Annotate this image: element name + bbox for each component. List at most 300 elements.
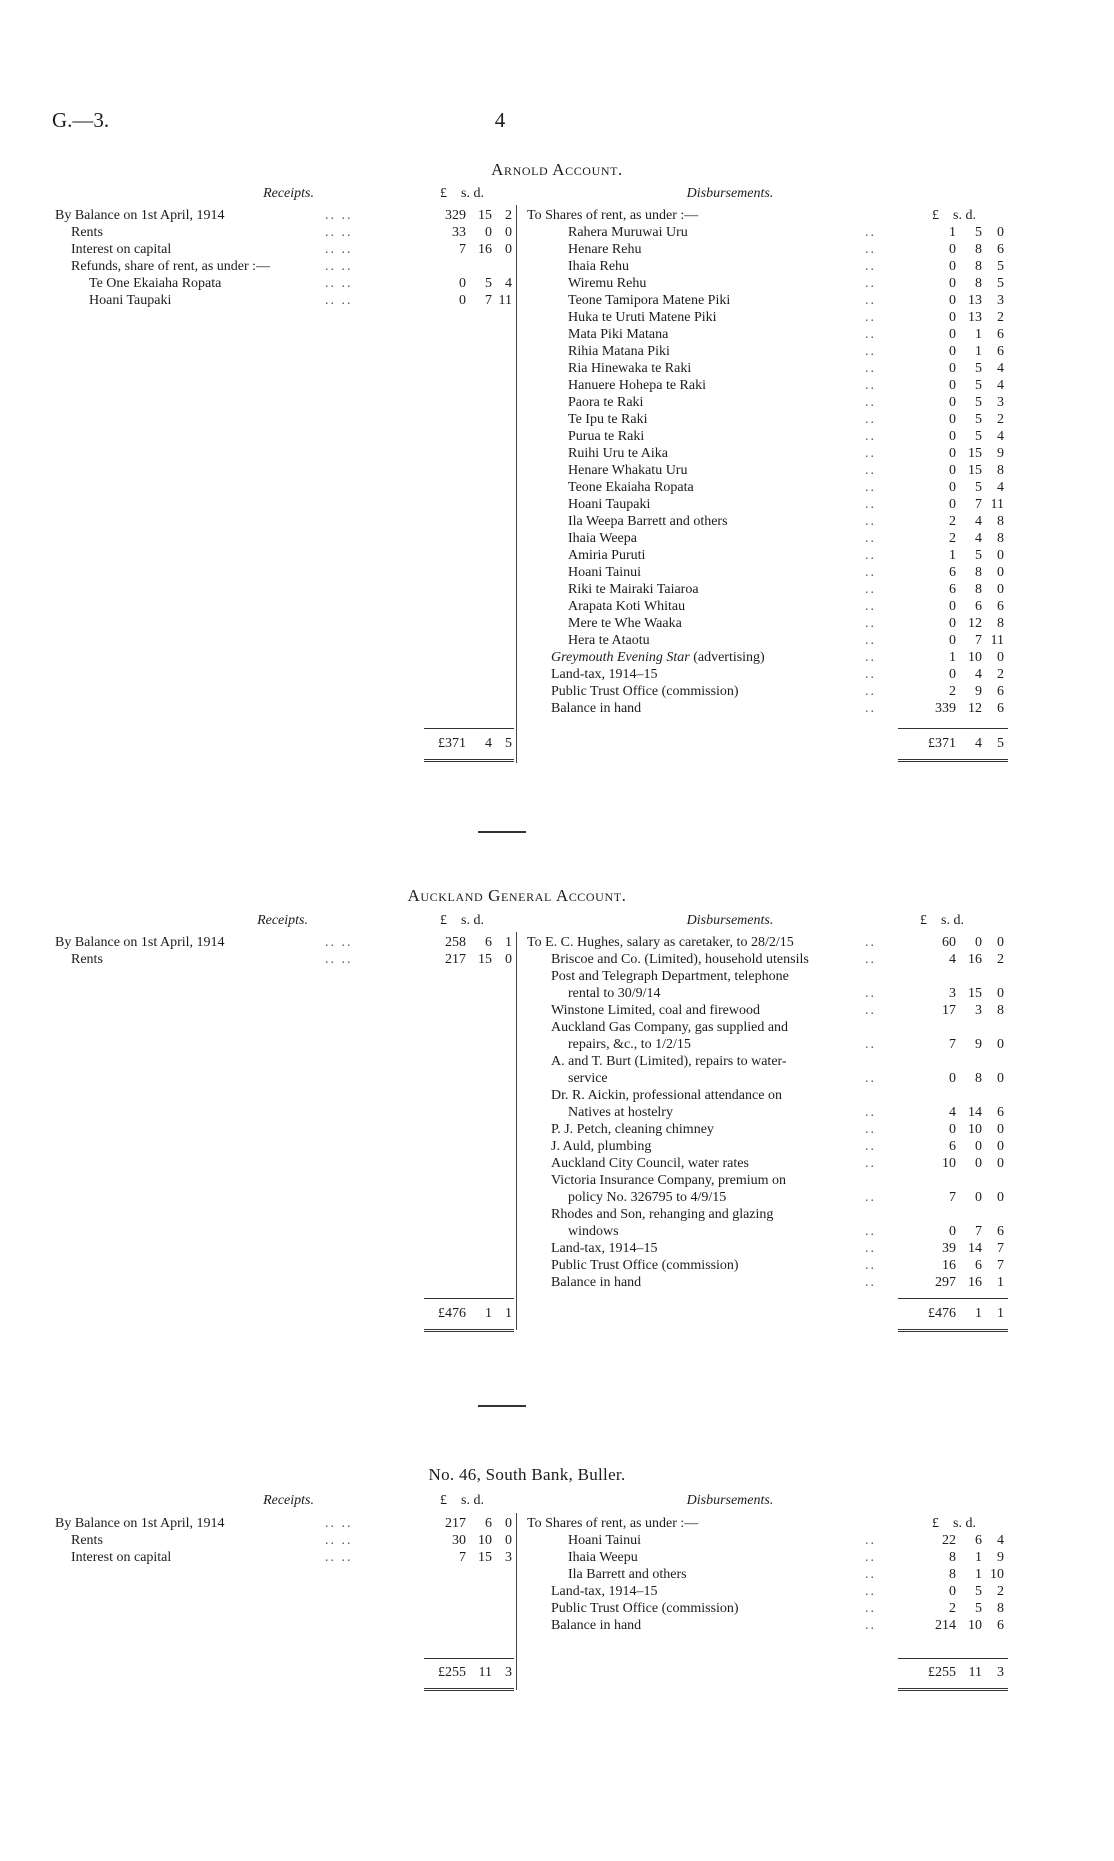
amount-shillings: 12 <box>968 701 982 716</box>
dot-leader: .. <box>865 1003 876 1018</box>
disb-row <box>0 394 1114 411</box>
amount-shillings: 1 <box>975 327 982 342</box>
dot-leader: .. <box>865 514 876 529</box>
dot-leader: .. <box>865 1275 876 1290</box>
arnold-receipts-header: Receipts. <box>263 186 314 201</box>
disb-row <box>0 666 1114 683</box>
disb-label: Public Trust Office (commission) <box>551 1258 739 1273</box>
disb-label: Winstone Limited, coal and firewood <box>551 1003 760 1018</box>
disb-row <box>0 360 1114 377</box>
dot-leader: .. <box>865 701 876 716</box>
dot-leader: .. <box>865 952 876 967</box>
disb-row-cont <box>0 1189 1114 1206</box>
arnold-disb-lsd: £ s. d. <box>932 208 976 223</box>
amount-shillings: 5 <box>975 361 982 376</box>
amount-shillings: 5 <box>975 412 982 427</box>
amount-pence: 4 <box>997 378 1004 393</box>
disb-row <box>0 445 1114 462</box>
receipt-label: Rents <box>71 952 103 967</box>
auckland-receipts-header: Receipts. <box>257 913 308 928</box>
amount-pence: 7 <box>997 1241 1004 1256</box>
amount-pence: 0 <box>997 1156 1004 1171</box>
amount-pounds: 2 <box>949 1601 956 1616</box>
amount-pounds: 258 <box>445 935 466 950</box>
disb-label: Rihia Matana Piki <box>568 344 670 359</box>
amount-shillings: 16 <box>968 952 982 967</box>
dot-leader: .. <box>865 1550 876 1565</box>
dot-leader: .. .. <box>325 293 353 308</box>
disb-row <box>0 377 1114 394</box>
amount-pounds: 0 <box>949 293 956 308</box>
disb-row <box>0 1087 1114 1104</box>
amount-pence: 6 <box>997 1618 1004 1633</box>
dot-leader: .. <box>865 667 876 682</box>
amount-shillings: 1 <box>975 344 982 359</box>
amount-shillings: 8 <box>975 242 982 257</box>
disb-row <box>0 564 1114 581</box>
disb-label: Auckland Gas Company, gas supplied and <box>551 1020 789 1035</box>
dot-leader: .. <box>865 412 876 427</box>
disb-row <box>0 496 1114 513</box>
amount-pence: 2 <box>997 952 1004 967</box>
amount-pence: 0 <box>997 582 1004 597</box>
amount-pounds: 10 <box>942 1156 956 1171</box>
amount-pounds: 0 <box>949 446 956 461</box>
amount-pounds: 0 <box>949 599 956 614</box>
amount-shillings: 8 <box>975 582 982 597</box>
disb-row <box>0 1172 1114 1189</box>
disb-row-cont <box>0 1036 1114 1053</box>
amount-pence: 8 <box>997 1003 1004 1018</box>
dot-leader: .. <box>865 497 876 512</box>
disb-row <box>0 1549 1114 1566</box>
dot-leader: .. <box>865 1601 876 1616</box>
dot-leader: .. <box>865 276 876 291</box>
auckland-disbursements <box>0 934 1114 1291</box>
disb-label: A. and T. Burt (Limited), repairs to water- <box>551 1054 787 1069</box>
amount-pounds: 217 <box>445 952 466 967</box>
amount-shillings: 0 <box>975 1156 982 1171</box>
amount-pence: 0 <box>997 1190 1004 1205</box>
amount-pence: 0 <box>997 1139 1004 1154</box>
disb-row <box>0 1138 1114 1155</box>
amount-shillings: 0 <box>975 935 982 950</box>
amount-pounds: 6 <box>949 582 956 597</box>
disb-row <box>0 632 1114 649</box>
amount-pence: 2 <box>997 667 1004 682</box>
disb-row <box>0 309 1114 326</box>
amount-shillings: 5 <box>975 548 982 563</box>
amount-pence: 8 <box>997 514 1004 529</box>
amount-pence: 0 <box>997 1037 1004 1052</box>
amount-pounds: 0 <box>459 276 466 291</box>
dot-leader: .. <box>865 361 876 376</box>
arnold-disb-header: Disbursements. <box>686 186 774 201</box>
amount-pence: 4 <box>997 1533 1004 1548</box>
southbank-receipts-total: £255 11 3 <box>438 1665 512 1680</box>
disb-row <box>0 513 1114 530</box>
dot-leader: .. <box>865 1567 876 1582</box>
disb-row <box>0 700 1114 717</box>
disb-row <box>0 1600 1114 1617</box>
disb-label: Land-tax, 1914–15 <box>551 1584 658 1599</box>
auckland-disb-header: Disbursements. <box>686 913 774 928</box>
amount-pounds: 0 <box>949 361 956 376</box>
dot-leader: .. <box>865 310 876 325</box>
amount-shillings: 6 <box>975 599 982 614</box>
amount-shillings: 4 <box>975 514 982 529</box>
amount-shillings: 1 <box>975 1567 982 1582</box>
disb-label: Teone Ekaiaha Ropata <box>568 480 694 495</box>
amount-shillings: 10 <box>968 1618 982 1633</box>
disb-label: Ruihi Uru te Aika <box>568 446 668 461</box>
amount-shillings: 10 <box>968 1122 982 1137</box>
dot-leader: .. .. <box>325 276 353 291</box>
disb-label: Rahera Muruwai Uru <box>568 225 688 240</box>
arnold-receipts-rule <box>424 728 514 729</box>
amount-shillings: 15 <box>968 986 982 1001</box>
dot-leader: .. <box>865 1241 876 1256</box>
amount-pence: 0 <box>997 935 1004 950</box>
amount-pounds: 0 <box>949 259 956 274</box>
arnold-disb-double-rule <box>898 759 1008 762</box>
amount-pence: 0 <box>997 1122 1004 1137</box>
amount-pounds: 8 <box>949 1550 956 1565</box>
disb-label: Ihaia Weepu <box>568 1550 638 1565</box>
disb-row <box>0 1566 1114 1583</box>
disb-row <box>0 1274 1114 1291</box>
receipt-label: Rents <box>71 1533 103 1548</box>
southbank-disb-lsd: £ s. d. <box>932 1516 976 1531</box>
dot-leader: .. <box>865 259 876 274</box>
disb-row <box>0 683 1114 700</box>
amount-shillings: 15 <box>478 1550 492 1565</box>
amount-shillings: 8 <box>975 1071 982 1086</box>
amount-shillings: 0 <box>975 1139 982 1154</box>
amount-pounds: 0 <box>949 310 956 325</box>
amount-pounds: 2 <box>949 531 956 546</box>
amount-pounds: 0 <box>949 480 956 495</box>
dot-leader: .. .. <box>325 225 353 240</box>
amount-shillings: 3 <box>975 1003 982 1018</box>
disb-label: Teone Tamipora Matene Piki <box>568 293 731 308</box>
amount-pence: 0 <box>997 565 1004 580</box>
arnold-disbursements <box>0 207 1114 717</box>
disb-row-cont <box>0 1104 1114 1121</box>
amount-pounds: 39 <box>942 1241 956 1256</box>
amount-pence: 6 <box>997 684 1004 699</box>
dot-leader: .. <box>865 616 876 631</box>
dot-leader: .. <box>865 344 876 359</box>
amount-pence: 11 <box>990 633 1004 648</box>
dot-leader: .. <box>865 293 876 308</box>
disb-label: To E. C. Hughes, salary as caretaker, to 28/2/15 <box>527 935 794 950</box>
amount-pounds: 0 <box>949 327 956 342</box>
amount-shillings: 6 <box>975 1533 982 1548</box>
auckland-receipts-double-rule <box>424 1329 514 1332</box>
disb-row <box>0 951 1114 968</box>
disb-label: Victoria Insurance Company, premium on <box>551 1173 787 1188</box>
southbank-disbursements <box>0 1515 1114 1634</box>
amount-pounds: 0 <box>949 633 956 648</box>
amount-pence: 7 <box>997 1258 1004 1273</box>
amount-pounds: 1 <box>949 225 956 240</box>
disb-label-cont: windows <box>568 1224 619 1239</box>
dot-leader: .. <box>865 548 876 563</box>
receipt-label: Rents <box>71 225 103 240</box>
amount-pounds: 0 <box>459 293 466 308</box>
amount-shillings: 15 <box>968 446 982 461</box>
amount-pence: 0 <box>997 1071 1004 1086</box>
southbank-title: No. 46, South Bank, Buller. <box>428 1465 626 1484</box>
amount-shillings: 10 <box>968 650 982 665</box>
amount-pounds: 6 <box>949 565 956 580</box>
disb-label-cont: repairs, &c., to 1/2/15 <box>568 1037 691 1052</box>
amount-pence: 9 <box>997 1550 1004 1565</box>
arnold-receipts-lsd: £ s. d. <box>440 186 484 201</box>
section-separator <box>478 831 526 833</box>
dot-leader: .. <box>865 1190 876 1205</box>
amount-pounds: 0 <box>949 497 956 512</box>
disb-label <box>551 700 641 717</box>
disb-label-text: (advertising) <box>689 650 765 665</box>
receipt-label: By Balance on 1st April, 1914 <box>55 208 225 223</box>
disb-label: Arapata Koti Whitau <box>568 599 686 614</box>
amount-shillings: 1 <box>975 1550 982 1565</box>
amount-pounds: 7 <box>949 1037 956 1052</box>
amount-shillings: 5 <box>975 1601 982 1616</box>
amount-pounds: 0 <box>949 412 956 427</box>
disb-label: Paora te Raki <box>568 395 644 410</box>
amount-pounds: 297 <box>935 1275 956 1290</box>
disb-row <box>0 1206 1114 1223</box>
receipt-label: By Balance on 1st April, 1914 <box>55 935 225 950</box>
dot-leader: .. <box>865 1584 876 1599</box>
dot-leader: .. <box>865 1533 876 1548</box>
amount-pounds: 8 <box>949 1567 956 1582</box>
dot-leader: .. <box>865 531 876 546</box>
disb-row <box>0 649 1114 666</box>
amount-shillings: 6 <box>485 1516 492 1531</box>
disb-label: Riki te Mairaki Taiaroa <box>568 582 699 597</box>
disb-row <box>0 1240 1114 1257</box>
dot-leader: .. <box>865 446 876 461</box>
disb-row <box>0 428 1114 445</box>
amount-pence: 3 <box>997 293 1004 308</box>
amount-pounds: 0 <box>949 276 956 291</box>
disb-label: Hoani Tainui <box>568 1533 642 1548</box>
amount-shillings: 5 <box>975 429 982 444</box>
receipt-label: Refunds, share of rent, as under :— <box>71 259 271 274</box>
disb-label-cont: service <box>568 1071 608 1086</box>
disb-row <box>0 934 1114 951</box>
disb-row <box>0 1532 1114 1549</box>
amount-pounds: 7 <box>459 242 466 257</box>
amount-pence: 2 <box>505 208 512 223</box>
dot-leader: .. .. <box>325 208 353 223</box>
amount-pence: 0 <box>505 1533 512 1548</box>
dot-leader: .. <box>865 684 876 699</box>
dot-leader: .. .. <box>325 259 353 274</box>
amount-pounds: 3 <box>949 986 956 1001</box>
amount-pence: 8 <box>997 1601 1004 1616</box>
dot-leader: .. <box>865 1618 876 1633</box>
amount-pounds: 0 <box>949 616 956 631</box>
amount-pounds: 0 <box>949 429 956 444</box>
amount-shillings: 15 <box>478 952 492 967</box>
auckland-disb-lsd: £ s. d. <box>920 913 964 928</box>
amount-pence: 6 <box>997 242 1004 257</box>
disb-label: Post and Telegraph Department, telephone <box>551 969 789 984</box>
amount-pence: 6 <box>997 701 1004 716</box>
amount-pounds: 4 <box>949 952 956 967</box>
amount-shillings: 5 <box>975 378 982 393</box>
disb-row <box>0 343 1114 360</box>
amount-pence: 3 <box>505 1550 512 1565</box>
auckland-receipts-lsd: £ s. d. <box>440 913 484 928</box>
disb-label <box>551 666 658 683</box>
disb-intro-label: To Shares of rent, as under :— <box>527 208 699 223</box>
disb-label: Huka te Uruti Matene Piki <box>568 310 717 325</box>
dot-leader: .. <box>865 429 876 444</box>
disb-row <box>0 1155 1114 1172</box>
disb-label-text: Public Trust Office (commission) <box>551 684 739 699</box>
amount-pence: 0 <box>997 986 1004 1001</box>
amount-shillings: 0 <box>485 225 492 240</box>
amount-shillings: 16 <box>968 1275 982 1290</box>
amount-pounds: 7 <box>949 1190 956 1205</box>
disb-row <box>0 968 1114 985</box>
auckland-disb-double-rule <box>898 1329 1008 1332</box>
amount-pence: 6 <box>997 344 1004 359</box>
southbank-receipts-lsd: £ s. d. <box>440 1493 484 1508</box>
receipt-label: Interest on capital <box>71 1550 172 1565</box>
disb-row <box>0 1019 1114 1036</box>
amount-shillings: 10 <box>478 1533 492 1548</box>
arnold-receipts-double-rule <box>424 759 514 762</box>
receipt-label: Interest on capital <box>71 242 172 257</box>
disb-row <box>0 1053 1114 1070</box>
amount-pence: 2 <box>997 310 1004 325</box>
disb-label: Ria Hinewaka te Raki <box>568 361 692 376</box>
amount-pounds: 0 <box>949 1224 956 1239</box>
amount-shillings: 4 <box>975 531 982 546</box>
disb-row <box>0 479 1114 496</box>
receipt-label: By Balance on 1st April, 1914 <box>55 1516 225 1531</box>
amount-shillings: 14 <box>968 1241 982 1256</box>
amount-shillings: 5 <box>975 480 982 495</box>
amount-shillings: 8 <box>975 276 982 291</box>
southbank-disb-header: Disbursements. <box>686 1493 774 1508</box>
amount-shillings: 12 <box>968 616 982 631</box>
amount-shillings: 5 <box>975 395 982 410</box>
disb-label: Amiria Puruti <box>568 548 646 563</box>
auckland-divider <box>516 932 517 1330</box>
disb-row <box>0 241 1114 258</box>
page-number: 4 <box>494 108 506 132</box>
dot-leader: .. .. <box>325 1533 353 1548</box>
amount-pounds: 217 <box>445 1516 466 1531</box>
dot-leader: .. <box>865 480 876 495</box>
dot-leader: .. <box>865 378 876 393</box>
dot-leader: .. <box>865 1224 876 1239</box>
disb-label: Wiremu Rehu <box>568 276 647 291</box>
amount-pence: 6 <box>997 1105 1004 1120</box>
disb-intro-label: To Shares of rent, as under :— <box>527 1516 699 1531</box>
amount-pence: 8 <box>997 616 1004 631</box>
amount-pence: 4 <box>997 361 1004 376</box>
disb-row-cont <box>0 1223 1114 1240</box>
amount-pounds: 6 <box>949 1139 956 1154</box>
dot-leader: .. <box>865 582 876 597</box>
amount-pence: 1 <box>505 935 512 950</box>
amount-shillings: 15 <box>478 208 492 223</box>
disb-label: Dr. R. Aickin, professional attendance on <box>551 1088 782 1103</box>
receipt-label: Te One Ekaiaha Ropata <box>89 276 222 291</box>
amount-pounds: 214 <box>935 1618 956 1633</box>
disb-intro-row <box>0 1515 1114 1532</box>
disb-label: Hoani Tainui <box>568 565 642 580</box>
amount-pounds: 329 <box>445 208 466 223</box>
southbank-receipts-double-rule <box>424 1688 514 1691</box>
amount-shillings: 5 <box>975 1584 982 1599</box>
amount-pence: 0 <box>505 225 512 240</box>
dot-leader: .. <box>865 1037 876 1052</box>
disb-label: Ihaia Rehu <box>568 259 630 274</box>
amount-pence: 9 <box>997 446 1004 461</box>
amount-shillings: 4 <box>975 667 982 682</box>
amount-pounds: 0 <box>949 395 956 410</box>
auckland-title: Auckland General Account. <box>407 886 627 905</box>
amount-pence: 0 <box>997 548 1004 563</box>
amount-pence: 6 <box>997 327 1004 342</box>
disb-row <box>0 1583 1114 1600</box>
disb-row <box>0 326 1114 343</box>
disb-row <box>0 1257 1114 1274</box>
auckland-disb-total: £476 1 1 <box>928 1306 1004 1321</box>
amount-pounds: 7 <box>459 1550 466 1565</box>
amount-pence: 5 <box>997 276 1004 291</box>
dot-leader: .. <box>865 1105 876 1120</box>
disb-label: Hoani Taupaki <box>568 497 651 512</box>
amount-pounds: 17 <box>942 1003 956 1018</box>
southbank-receipts-header: Receipts. <box>263 1493 314 1508</box>
southbank-disb-double-rule <box>898 1688 1008 1691</box>
dot-leader: .. <box>865 463 876 478</box>
dot-leader: .. .. <box>325 952 353 967</box>
disb-row <box>0 615 1114 632</box>
amount-pounds: 0 <box>949 667 956 682</box>
disb-label: P. J. Petch, cleaning chimney <box>551 1122 714 1137</box>
dot-leader: .. <box>865 599 876 614</box>
dot-leader: .. <box>865 935 876 950</box>
disb-row <box>0 411 1114 428</box>
disb-label: Ila Barrett and others <box>568 1567 687 1582</box>
disb-row <box>0 224 1114 241</box>
amount-pence: 4 <box>505 276 512 291</box>
dot-leader: .. <box>865 395 876 410</box>
amount-pence: 2 <box>997 412 1004 427</box>
southbank-disb-rule <box>898 1658 1008 1659</box>
amount-shillings: 0 <box>975 1190 982 1205</box>
disb-intro-row <box>0 207 1114 224</box>
amount-pence: 8 <box>997 463 1004 478</box>
disb-row <box>0 547 1114 564</box>
disb-label-cont: Natives at hostelry <box>568 1105 673 1120</box>
amount-pence: 0 <box>997 225 1004 240</box>
dot-leader: .. .. <box>325 1516 353 1531</box>
amount-pounds: 2 <box>949 684 956 699</box>
